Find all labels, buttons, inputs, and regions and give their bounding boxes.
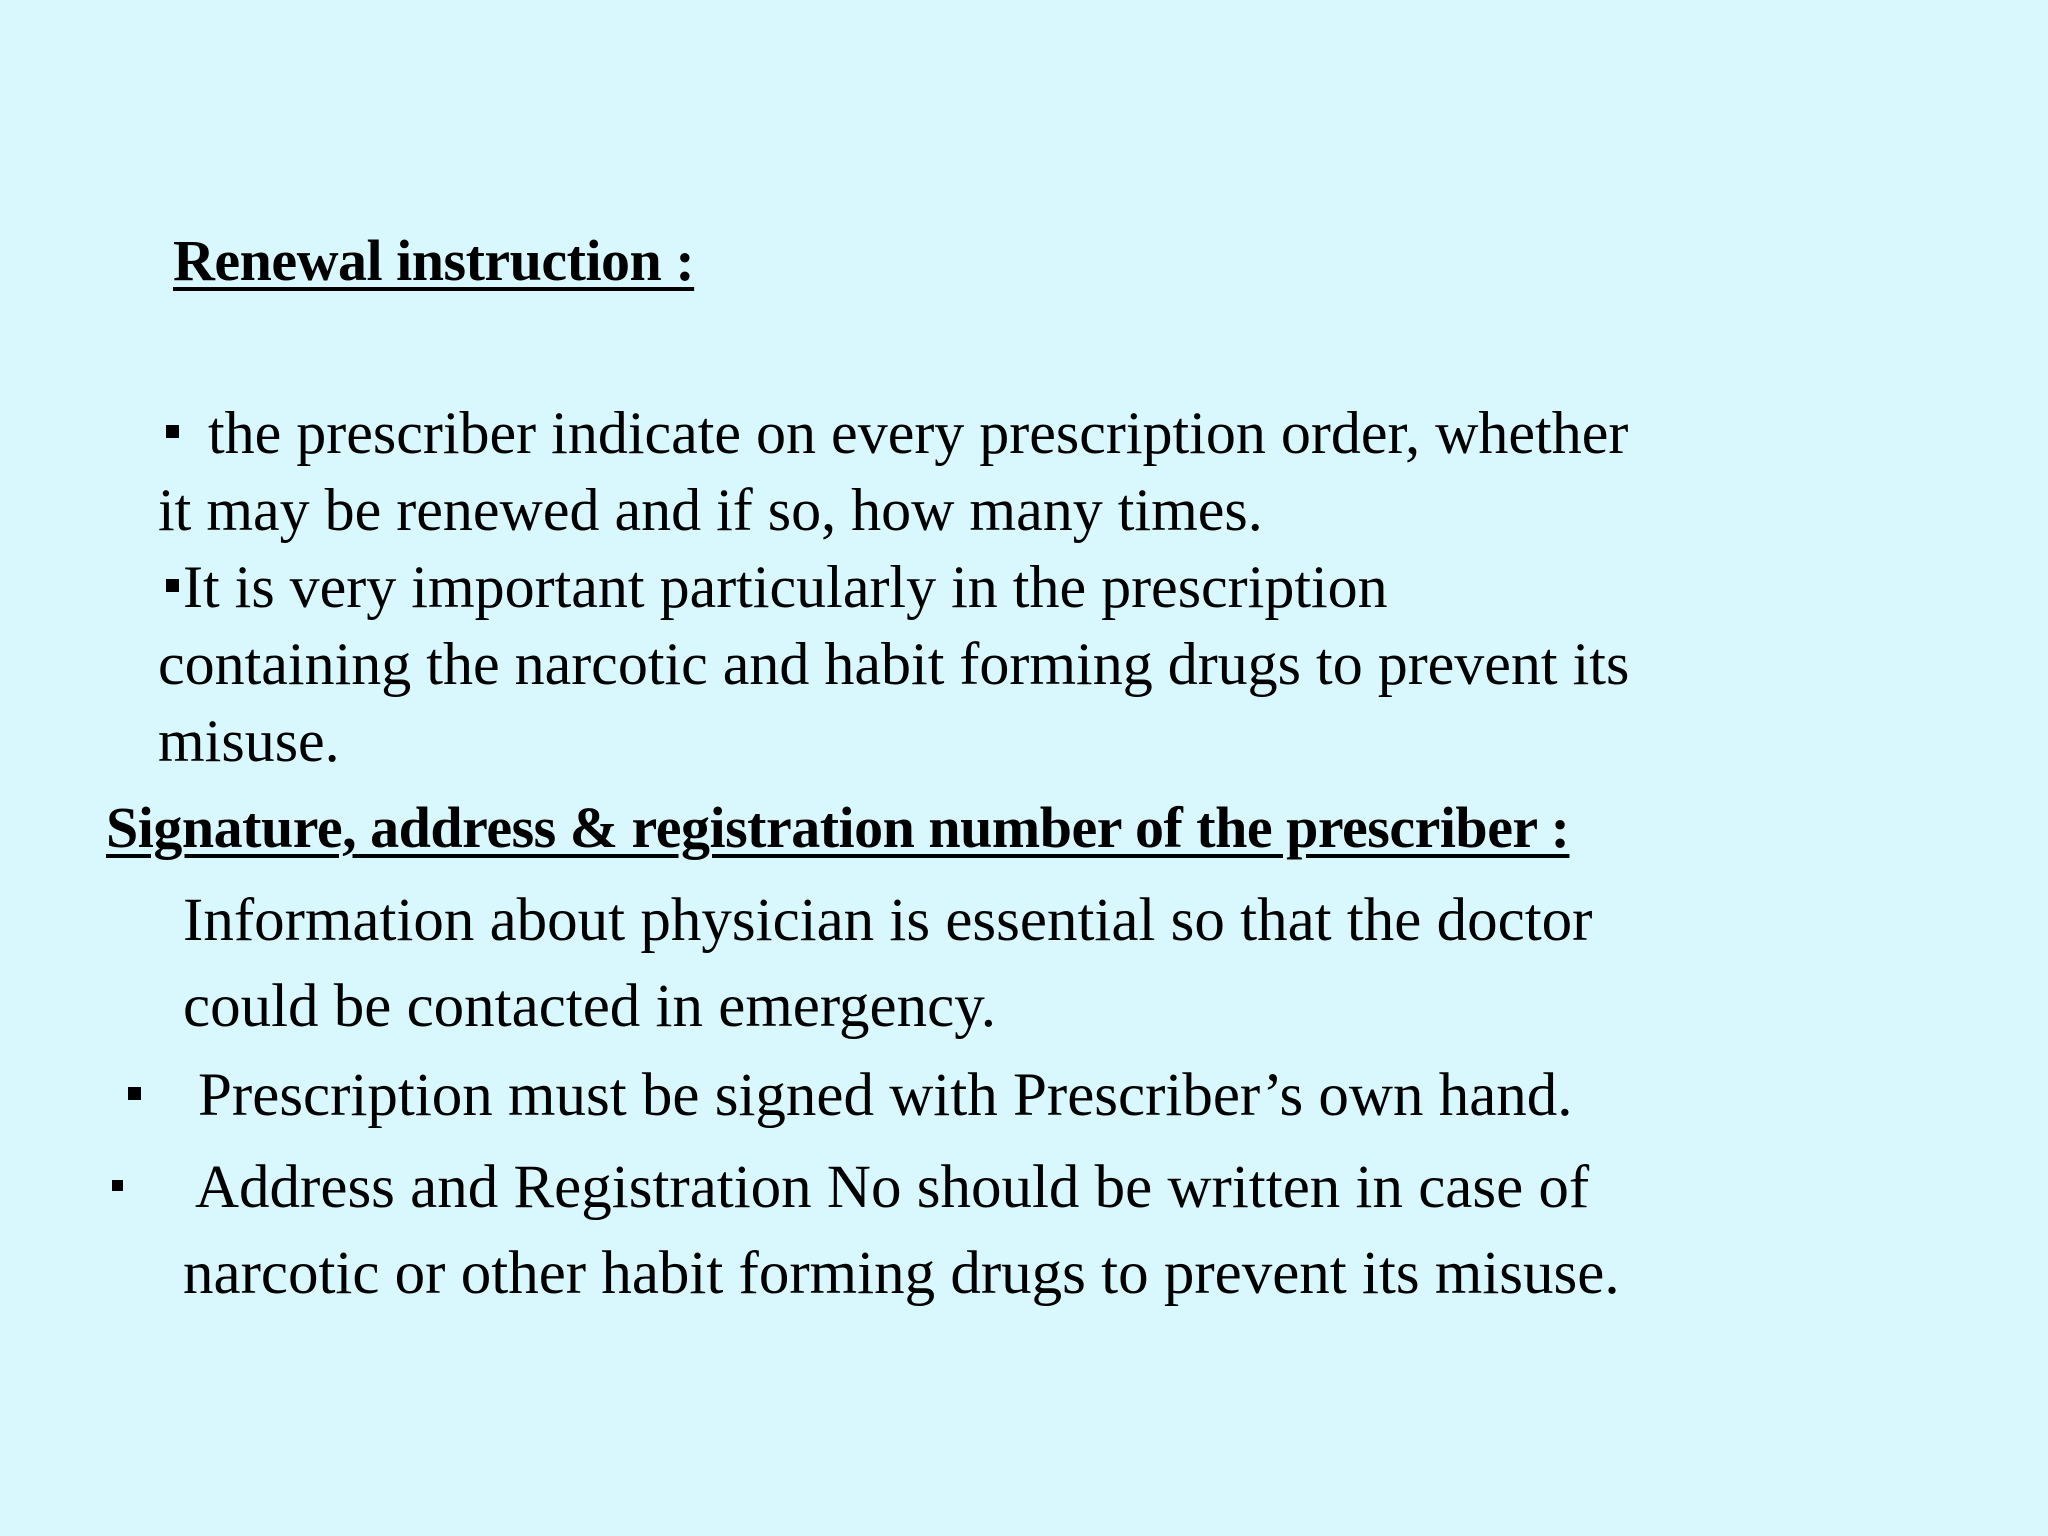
renewal-heading: Renewal instruction : — [173, 228, 695, 293]
signature-heading: Signature, address & registration number of the prescriber : — [106, 795, 1570, 860]
square-bullet-icon — [112, 1145, 123, 1231]
square-bullet-icon — [166, 425, 179, 438]
signature-item-signed-text: Prescription must be signed with Prescriber’s own hand. — [198, 1062, 1573, 1129]
square-bullet-icon — [128, 1053, 141, 1139]
renewal-bullet-1-line-1: the prescriber indicate on every prescription order, whether — [193, 400, 1629, 466]
signature-item-address — [183, 1145, 1620, 1317]
renewal-bullet-2-line-3: misuse. — [158, 708, 340, 774]
renewal-bullet-1-line-2: it may be renewed and if so, how many times. — [158, 477, 1263, 543]
square-bullet-icon — [166, 579, 179, 592]
renewal-bullet-2 — [158, 549, 1629, 626]
renewal-bullet-1 — [158, 395, 1629, 472]
signature-info-paragraph — [183, 878, 1592, 1050]
signature-item-address-line-1: Address and Registration No should be written in case of — [195, 1154, 1590, 1221]
renewal-bullet-2-line-2: containing the narcotic and habit forming drugs to prevent its — [158, 631, 1630, 697]
signature-info-line-1: Information about physician is essential so that the doctor — [183, 887, 1593, 954]
renewal-bullet-2-line-1: It is very important particularly in the prescription — [183, 554, 1388, 620]
signature-item-signed — [198, 1053, 1573, 1139]
signature-item-address-line-2: narcotic or other habit forming drugs to prevent its misuse. — [183, 1240, 1620, 1307]
signature-info-line-2: could be contacted in emergency. — [183, 973, 996, 1040]
renewal-paragraph — [158, 395, 1629, 780]
